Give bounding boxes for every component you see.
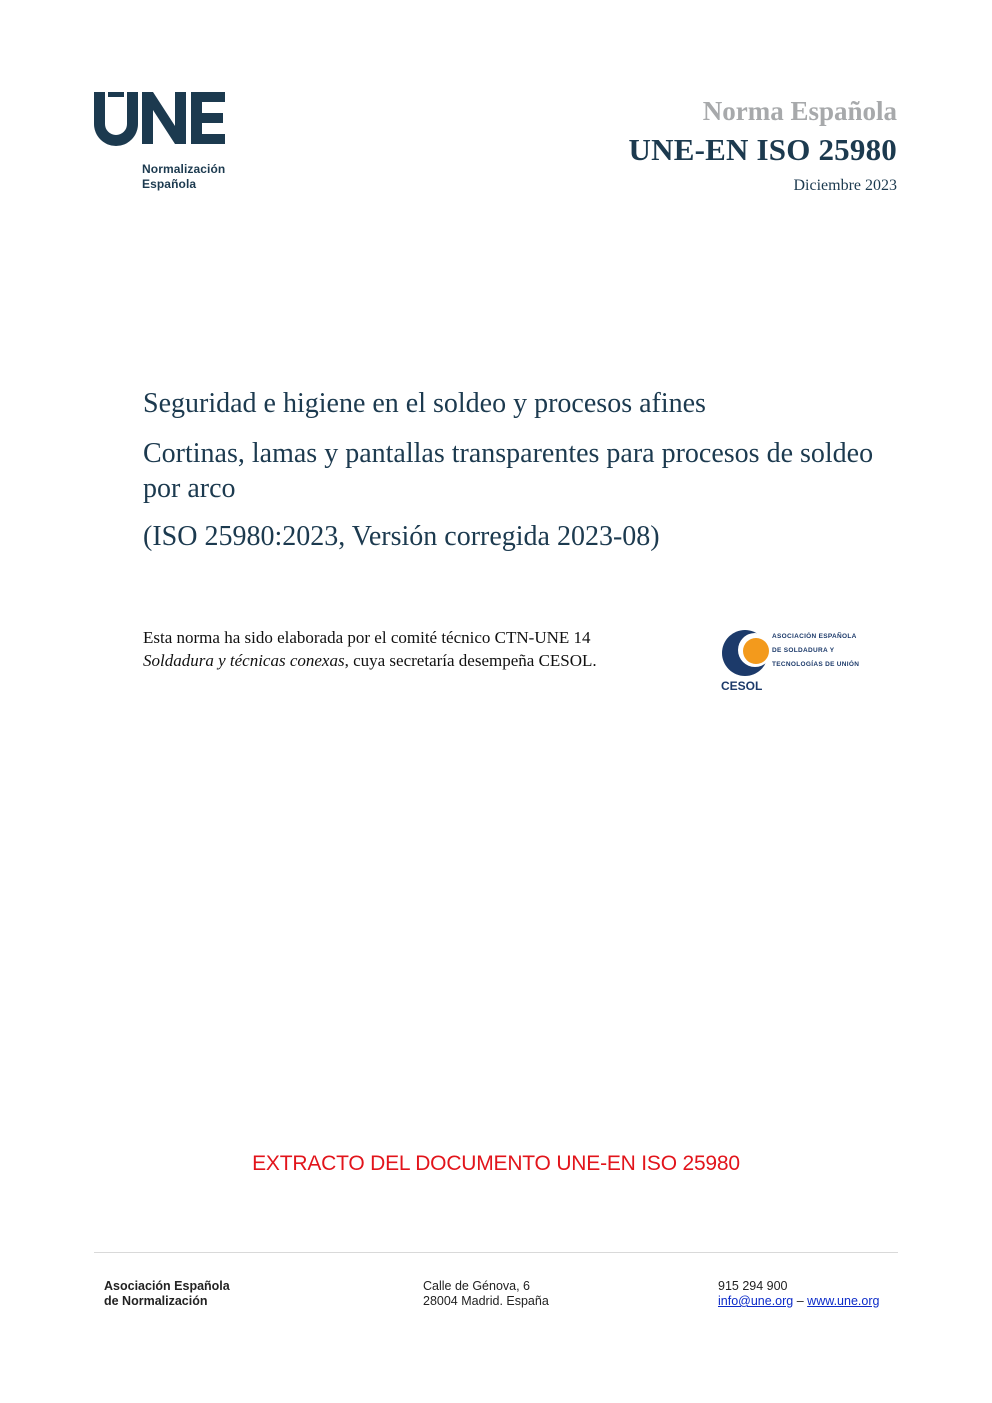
footer-address-line1: Calle de Génova, 6 <box>423 1279 531 1293</box>
extract-notice: EXTRACTO DEL DOCUMENTO UNE-EN ISO 25980 <box>252 1152 740 1175</box>
committee-name: Soldadura y técnicas conexas <box>143 651 345 670</box>
website-link[interactable]: www.une.org <box>807 1294 880 1308</box>
committee-text-after: , cuya secretaría desempeña CESOL. <box>344 651 597 670</box>
cesol-text-line3: TECNOLOGÍAS DE UNIÓN <box>772 661 860 668</box>
footer-divider <box>94 1252 898 1253</box>
cesol-text-line2: DE SOLDADURA Y <box>772 647 835 654</box>
logo-subtitle-line2: Española <box>142 177 197 191</box>
title-reference: (ISO 25980:2023, Versión corregida 2023-08) <box>143 521 660 552</box>
une-logo <box>92 90 232 146</box>
footer-separator: – <box>796 1294 804 1308</box>
committee-note <box>143 626 663 672</box>
title-main: Seguridad e higiene en el soldeo y procesos afines <box>143 388 706 419</box>
footer-links <box>718 1294 879 1309</box>
email-link[interactable]: info@une.org <box>718 1294 794 1308</box>
cesol-name: CESOL <box>721 679 763 693</box>
cesol-text-line1: ASOCIACIÓN ESPAÑOLA <box>772 633 857 640</box>
publication-date: Diciembre 2023 <box>793 177 897 194</box>
committee-text-before: Esta norma ha sido elaborada por el comité técnico CTN-UNE 14 <box>143 628 591 647</box>
footer-contact <box>718 1279 879 1309</box>
footer-phone: 915 294 900 <box>718 1279 788 1293</box>
document-kind: Norma Española <box>702 96 897 126</box>
title-sub: Cortinas, lamas y pantallas transparentes para procesos de soldeo por arco <box>143 438 874 504</box>
footer-address <box>423 1279 549 1309</box>
footer-organization <box>104 1279 230 1309</box>
logo-subtitle-line1: Normalización <box>142 162 226 176</box>
footer-address-line2: 28004 Madrid. España <box>423 1294 549 1308</box>
footer-org-line2: de Normalización <box>104 1294 208 1308</box>
standard-code: UNE-EN ISO 25980 <box>628 132 897 167</box>
footer-org-line1: Asociación Española <box>104 1279 230 1293</box>
